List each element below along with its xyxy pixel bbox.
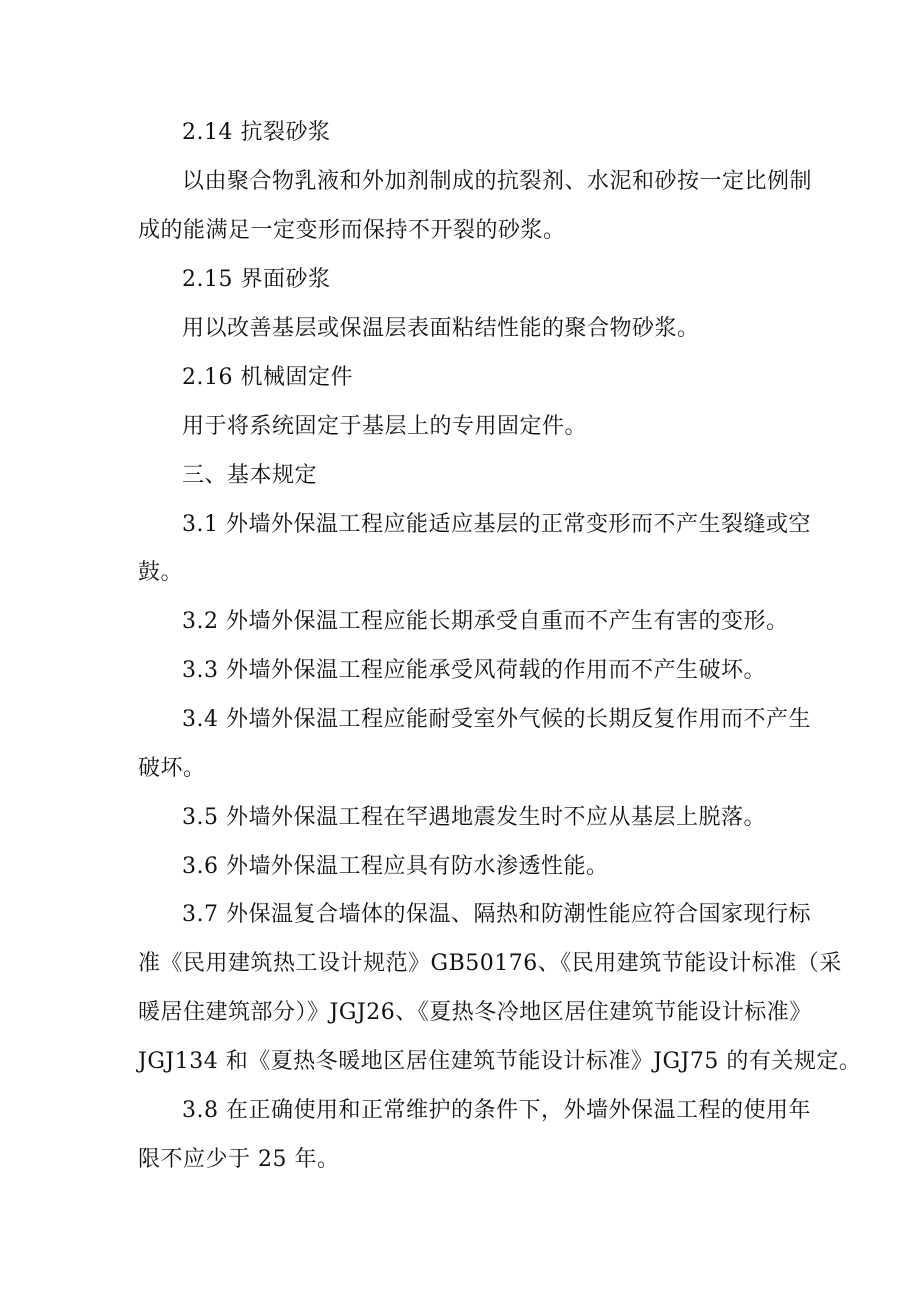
clause-3-6: 3.6 外墙外保温工程应具有防水渗透性能。 xyxy=(182,854,609,879)
paragraph-line: 成的能满足一定变形而保持不开裂的砂浆。 xyxy=(138,218,566,243)
clause-3-3: 3.3 外墙外保温工程应能承受风荷载的作用而不产生破坏。 xyxy=(182,658,766,683)
paragraph-line: 以由聚合物乳液和外加剂制成的抗裂剂、水泥和砂按一定比例制 xyxy=(182,169,813,194)
paragraph-line: 用于将系统固定于基层上的专用固定件。 xyxy=(182,414,588,439)
clause-3-8: 3.8 在正确使用和正常维护的条件下，外墙外保温工程的使用年 xyxy=(182,1098,811,1123)
paragraph-line: JGJ134 和《夏热冬暖地区居住建筑节能设计标准》JGJ75 的有关规定。 xyxy=(138,1049,862,1074)
heading-2-15: 2.15 界面砂浆 xyxy=(182,267,331,292)
heading-2-16: 2.16 机械固定件 xyxy=(182,365,353,390)
clause-3-7: 3.7 外保温复合墙体的保温、隔热和防潮性能应符合国家现行标 xyxy=(182,902,811,927)
paragraph-line: 破坏。 xyxy=(138,756,206,781)
paragraph-line: 鼓。 xyxy=(138,560,184,585)
paragraph-line: 用以改善基层或保温层表面粘结性能的聚合物砂浆。 xyxy=(182,316,700,341)
clause-3-1: 3.1 外墙外保温工程应能适应基层的正常变形而不产生裂缝或空 xyxy=(182,512,811,537)
paragraph-line: 暖居住建筑部分）》JGJ26、《夏热冬冷地区居住建筑节能设计标准》 xyxy=(138,1000,812,1025)
clause-3-5: 3.5 外墙外保温工程在罕遇地震发生时不应从基层上脱落。 xyxy=(182,805,766,830)
clause-3-4: 3.4 外墙外保温工程应能耐受室外气候的长期反复作用而不产生 xyxy=(182,707,811,732)
paragraph-line: 准《民用建筑热工设计规范》GB50176、《民用建筑节能设计标准（采 xyxy=(138,951,842,976)
paragraph-line: 限不应少于 25 年。 xyxy=(138,1147,340,1172)
clause-3-2: 3.2 外墙外保温工程应能长期承受自重而不产生有害的变形。 xyxy=(182,609,789,634)
heading-2-14: 2.14 抗裂砂浆 xyxy=(182,120,331,145)
section-heading: 三、基本规定 xyxy=(182,463,318,488)
